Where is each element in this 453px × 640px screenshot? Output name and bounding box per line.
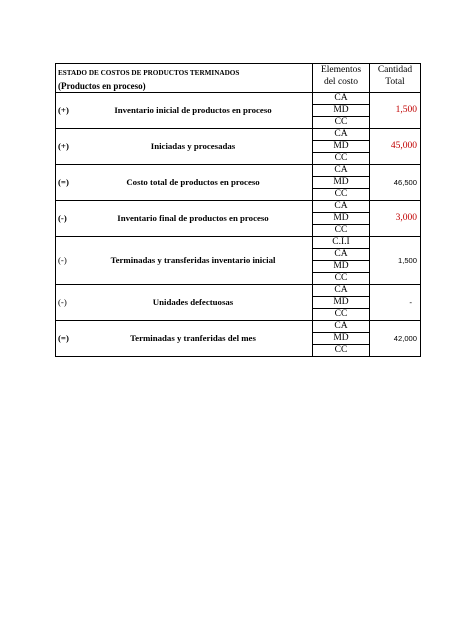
statement-title-cell	[56, 64, 313, 93]
amount-cell: 45,000	[370, 129, 421, 165]
element-cell: CC	[313, 309, 370, 321]
amount-cell: 46,500	[370, 165, 421, 201]
header-row	[56, 64, 421, 93]
amount-cell: 3,000	[370, 201, 421, 237]
element-cell: CC	[313, 153, 370, 165]
amount-cell: -	[370, 285, 421, 321]
section-label: Terminadas y transferidas inventario inicial	[110, 255, 276, 265]
section-label: Inventario final de productos en proceso	[117, 213, 269, 223]
element-cell: MD	[313, 213, 370, 225]
statement-title: ESTADO DE COSTOS DE PRODUCTOS TERMINADOS	[58, 69, 240, 77]
section-sign: (-)	[58, 213, 67, 223]
element-cell: CA	[313, 129, 370, 141]
section-label-cell	[56, 201, 313, 237]
section-label-cell	[56, 285, 313, 321]
element-cell: MD	[313, 177, 370, 189]
section-sign: (=)	[58, 333, 69, 343]
section-label: Iniciadas y procesadas	[150, 141, 236, 151]
col-header-cantidad: Cantidad Total	[370, 64, 421, 93]
section-unidades-defectuosas	[56, 285, 421, 297]
element-cell: CC	[313, 225, 370, 237]
section-terminadas-inv-inicial	[56, 237, 421, 249]
statement-subtitle: (Productos en proceso)	[58, 81, 146, 91]
section-sign: (+)	[58, 105, 69, 115]
section-sign: (-)	[58, 297, 67, 307]
section-inventario-inicial	[56, 93, 421, 105]
element-cell: MD	[313, 261, 370, 273]
amount-cell: 1,500	[370, 93, 421, 129]
element-cell: MD	[313, 105, 370, 117]
section-label-cell	[56, 129, 313, 165]
section-label-cell	[56, 93, 313, 129]
element-cell: CA	[313, 249, 370, 261]
element-cell: C.I.I	[313, 237, 370, 249]
element-cell: MD	[313, 297, 370, 309]
element-cell: CA	[313, 93, 370, 105]
section-label: Unidades defectuosas	[152, 297, 234, 307]
element-cell: MD	[313, 141, 370, 153]
section-label-cell	[56, 321, 313, 357]
section-sign: (+)	[58, 141, 69, 151]
element-cell: CA	[313, 285, 370, 297]
element-cell: CC	[313, 117, 370, 129]
cost-statement-table	[55, 63, 421, 357]
section-label: Costo total de productos en proceso	[126, 177, 260, 187]
element-cell: CC	[313, 345, 370, 357]
section-sign: (=)	[58, 177, 69, 187]
section-label: Terminadas y tranferidas del mes	[130, 333, 256, 343]
section-inventario-final	[56, 201, 421, 213]
section-sign: (-)	[58, 255, 67, 265]
element-cell: CA	[313, 201, 370, 213]
amount-cell: 42,000	[370, 321, 421, 357]
element-cell: CC	[313, 273, 370, 285]
section-label-cell	[56, 237, 313, 285]
section-label-cell	[56, 165, 313, 201]
amount-cell: 1,500	[370, 237, 421, 285]
section-costo-total	[56, 165, 421, 177]
element-cell: CA	[313, 165, 370, 177]
section-terminadas-del-mes	[56, 321, 421, 333]
element-cell: CC	[313, 189, 370, 201]
section-label: Inventario inicial de productos en proceso	[114, 105, 272, 115]
element-cell: MD	[313, 333, 370, 345]
col-header-elementos: Elementos del costo	[313, 64, 370, 93]
section-iniciadas	[56, 129, 421, 141]
element-cell: CA	[313, 321, 370, 333]
